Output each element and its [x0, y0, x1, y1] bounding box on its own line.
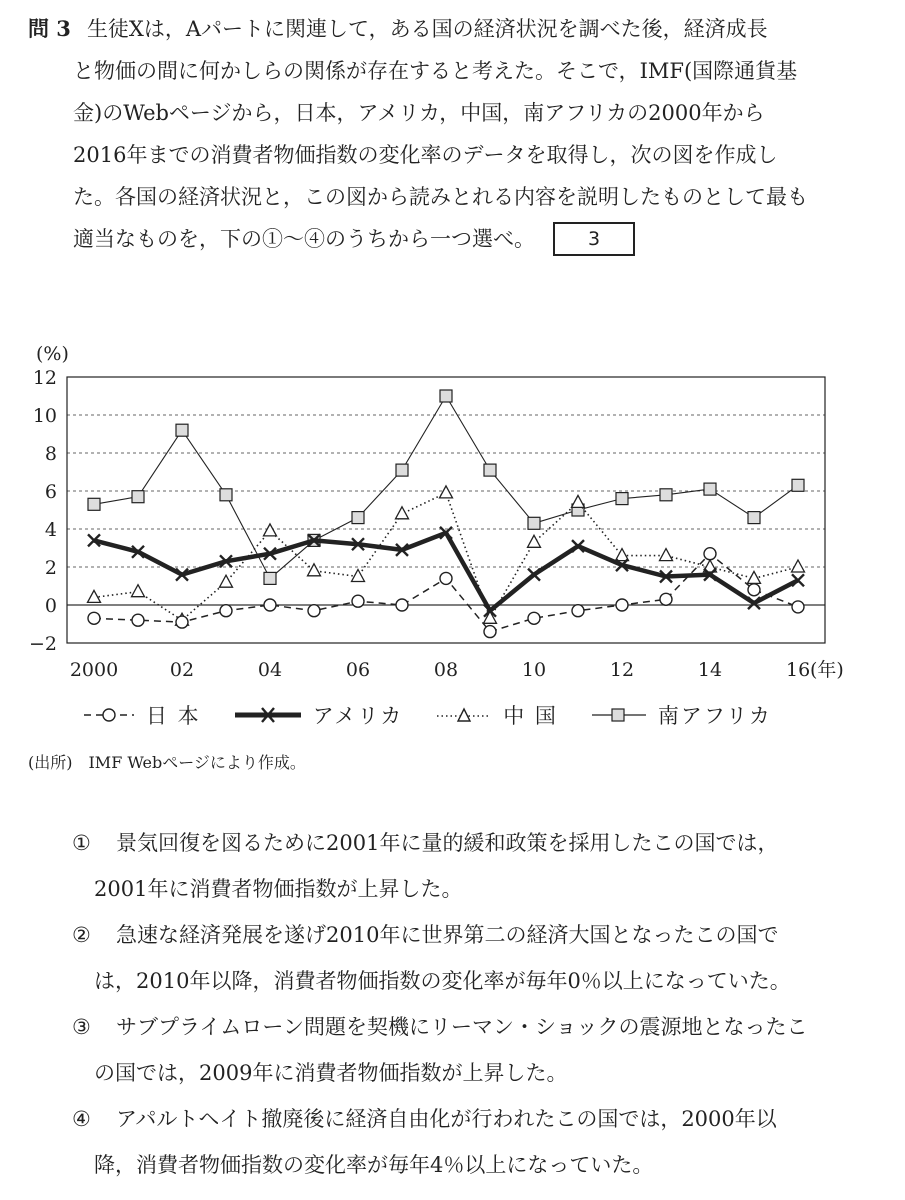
legend-item-usa [231, 700, 404, 730]
legend-label-south-africa: 南アフリカ [657, 704, 772, 728]
data-point-s0-2008 [440, 572, 452, 584]
data-point-s2-2007 [396, 507, 409, 519]
data-point-s0-2001 [132, 614, 144, 626]
option-3-text: サブプライムローン問題を契機にリーマン・ショックの震源地となったこ [116, 1015, 808, 1039]
data-point-s0-2007 [396, 599, 408, 611]
legend-swatch-china [433, 705, 495, 725]
data-point-s3-2003 [220, 489, 232, 501]
legend-item-japan [80, 700, 201, 730]
legend-label-usa: アメリカ [312, 704, 404, 728]
data-point-s3-2000 [88, 498, 100, 510]
legend-label-china: 中 国 [503, 704, 558, 728]
data-point-s3-2014 [704, 483, 716, 495]
plot-frame [67, 377, 825, 643]
x-tick-label: 12 [609, 659, 635, 681]
cpi-line-chart [0, 330, 905, 700]
y-tick-label: 6 [44, 481, 57, 503]
data-point-s3-2015 [748, 512, 760, 524]
data-point-s0-2010 [528, 612, 540, 624]
series-line-0 [94, 554, 798, 632]
data-point-s2-2012 [616, 549, 629, 561]
data-point-s0-2016 [792, 601, 804, 613]
option-4[interactable] [72, 1096, 887, 1188]
data-point-s2-2016 [792, 560, 805, 572]
data-point-s0-2005 [308, 605, 320, 617]
option-2-mark: ② [72, 923, 91, 947]
x-tick-label: 2000 [69, 659, 119, 681]
x-axis-label: (年) [810, 659, 844, 681]
question-line-2: と物価の間に何かしらの関係が存在すると考えた。そこで，IMF(国際通貨基 [73, 59, 798, 83]
y-tick-label: 4 [44, 519, 57, 541]
question-line-6: 適当なものを，下の①～④のうちから一つ選べ。 3 [28, 218, 888, 260]
y-tick-label: 0 [44, 595, 57, 617]
series-line-2 [94, 493, 798, 620]
data-point-s2-2015 [748, 571, 761, 583]
data-point-s3-2012 [616, 493, 628, 505]
data-point-s3-2004 [264, 572, 276, 584]
x-tick-label: 16 [786, 659, 811, 681]
data-point-s0-2011 [572, 605, 584, 617]
question-block [28, 8, 888, 260]
y-tick-label: 12 [32, 367, 57, 389]
option-4-text-cont: 降，消費者物価指数の変化率が毎年4％以上になっていた。 [94, 1153, 654, 1177]
option-3[interactable] [72, 1004, 887, 1096]
data-point-s0-2009 [484, 626, 496, 638]
x-tick-label: 10 [521, 659, 547, 681]
data-point-s1-2010 [528, 569, 540, 581]
data-point-s2-2011 [572, 495, 585, 507]
question-line-3: 金)のWebページから，日本，アメリカ，中国，南アフリカの2000年から [73, 101, 765, 125]
option-1-mark: ① [72, 831, 91, 855]
data-point-s0-2002 [176, 616, 188, 628]
data-point-s0-2015 [748, 584, 760, 596]
data-point-s3-2010 [528, 517, 540, 529]
y-tick-label: −2 [28, 633, 57, 655]
x-tick-label: 14 [697, 659, 723, 681]
data-point-s3-2007 [396, 464, 408, 476]
option-3-mark: ③ [72, 1015, 91, 1039]
data-point-s2-2003 [220, 575, 233, 587]
legend-item-south-africa [588, 700, 772, 730]
legend-swatch-south-africa [588, 705, 650, 725]
data-point-s3-2001 [132, 491, 144, 503]
data-point-s3-2009 [484, 464, 496, 476]
option-3-text-cont: の国では，2009年に消費者物価指数が上昇した。 [94, 1061, 568, 1085]
y-tick-label: 10 [32, 405, 57, 427]
data-point-s3-2002 [176, 424, 188, 436]
data-point-s0-2012 [616, 599, 628, 611]
data-point-s2-2008 [440, 486, 453, 498]
data-point-s3-2006 [352, 512, 364, 524]
data-point-s0-2014 [704, 548, 716, 560]
data-point-s3-2016 [792, 479, 804, 491]
y-axis-label: (%) [36, 343, 69, 365]
data-point-s3-2013 [660, 489, 672, 501]
option-2[interactable] [72, 912, 887, 1004]
data-point-s3-2008 [440, 390, 452, 402]
answer-options [72, 820, 887, 1188]
legend-item-china [433, 700, 558, 730]
data-point-s2-2010 [528, 535, 541, 547]
x-tick-label: 08 [433, 659, 459, 681]
data-point-s2-2004 [264, 524, 277, 536]
question-line-4: 2016年までの消費者物価指数の変化率のデータを取得し，次の図を作成し [73, 143, 778, 167]
data-point-s0-2006 [352, 595, 364, 607]
data-point-s0-2004 [264, 599, 276, 611]
data-point-s0-2013 [660, 593, 672, 605]
x-tick-label: 06 [345, 659, 371, 681]
y-tick-label: 8 [44, 443, 57, 465]
data-point-s2-2001 [132, 585, 145, 597]
data-point-s0-2000 [88, 612, 100, 624]
question-line-5: た。各国の経済状況と，この図から読みとれる内容を説明したものとして最も [73, 185, 808, 209]
option-1[interactable] [72, 820, 887, 912]
answer-box[interactable]: 3 [553, 222, 635, 256]
data-point-s0-2003 [220, 605, 232, 617]
option-1-text: 景気回復を図るために2001年に量的緩和政策を採用したこの国では， [116, 831, 779, 855]
x-tick-label: 04 [257, 659, 283, 681]
option-2-text: 急速な経済発展を遂げ2010年に世界第二の経済大国となったこの国で [116, 923, 779, 947]
x-tick-label: 02 [169, 659, 195, 681]
question-label: 問 3 [28, 16, 71, 41]
question-line-1: 問 3 生徒Xは，Aパートに関連して，ある国の経済状況を調べた後，経済成長 [28, 16, 768, 41]
chart-legend [80, 698, 840, 732]
data-point-s2-2009 [484, 611, 497, 623]
option-1-text-cont: 2001年に消費者物価指数が上昇した。 [94, 877, 463, 901]
y-tick-label: 2 [44, 557, 57, 579]
source-note: (出所) IMF Webページにより作成。 [28, 753, 306, 772]
option-2-text-cont: は，2010年以降，消費者物価指数の変化率が毎年0％以上になっていた。 [94, 969, 791, 993]
legend-swatch-japan [80, 705, 138, 725]
legend-swatch-usa [231, 705, 305, 725]
option-4-mark: ④ [72, 1107, 91, 1131]
data-point-s2-2013 [660, 549, 673, 561]
legend-label-japan: 日 本 [146, 704, 201, 728]
option-4-text: アパルトヘイト撤廃後に経済自由化が行われたこの国では，2000年以 [116, 1107, 777, 1131]
